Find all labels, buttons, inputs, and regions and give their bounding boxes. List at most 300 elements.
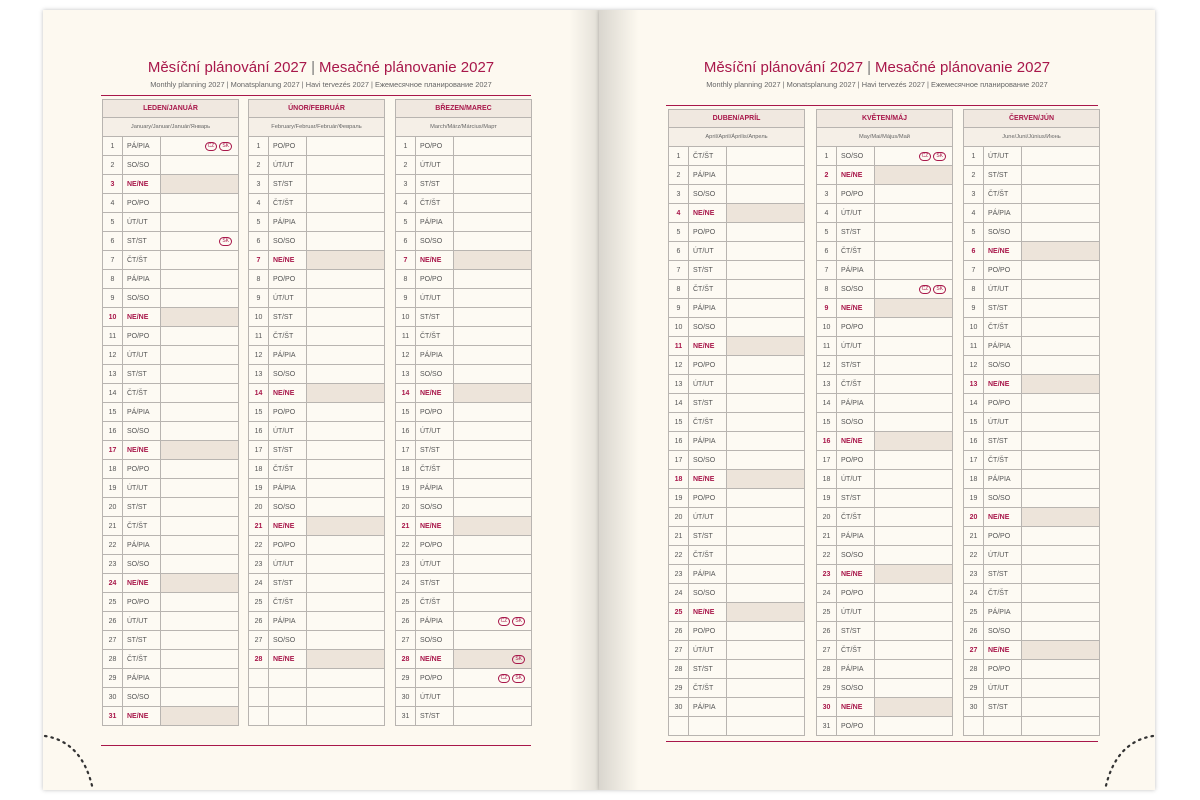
note-field[interactable] (875, 489, 952, 507)
note-field[interactable] (875, 185, 952, 203)
note-field[interactable] (875, 698, 952, 716)
day-row (395, 574, 532, 593)
note-field[interactable] (161, 422, 238, 440)
note-field[interactable] (161, 232, 238, 250)
note-field[interactable] (161, 612, 238, 630)
note-field[interactable] (454, 688, 531, 706)
sunday-row (395, 517, 532, 536)
day-row (248, 365, 385, 384)
note-field[interactable] (454, 308, 531, 326)
note-field[interactable] (727, 603, 804, 621)
note-field[interactable] (454, 612, 531, 630)
day-row (668, 584, 805, 603)
note-field[interactable] (307, 593, 384, 611)
note-field[interactable] (875, 432, 952, 450)
note-field[interactable] (307, 650, 384, 668)
note-field[interactable] (161, 327, 238, 345)
note-field[interactable] (875, 546, 952, 564)
holiday-badge: SK (933, 152, 946, 161)
note-field[interactable] (161, 593, 238, 611)
weekday-label: ÚT/UT (416, 688, 454, 706)
note-field[interactable] (307, 175, 384, 193)
note-field[interactable] (1022, 185, 1099, 203)
day-row (395, 289, 532, 308)
note-field[interactable] (454, 441, 531, 459)
sunday-row (816, 299, 953, 318)
note-field[interactable] (161, 517, 238, 535)
note-field[interactable] (454, 194, 531, 212)
note-field[interactable] (307, 574, 384, 592)
note-field[interactable] (161, 308, 238, 326)
note-field[interactable] (875, 204, 952, 222)
note-field[interactable] (454, 384, 531, 402)
note-field[interactable] (454, 365, 531, 383)
note-field[interactable] (875, 223, 952, 241)
day-row (668, 223, 805, 242)
note-field[interactable] (307, 137, 384, 155)
day-number: 13 (964, 375, 984, 393)
weekday-label: ÚT/UT (123, 213, 161, 231)
note-field[interactable] (875, 470, 952, 488)
note-field[interactable] (1022, 299, 1099, 317)
note-field[interactable] (727, 489, 804, 507)
note-field[interactable] (1022, 166, 1099, 184)
holiday-badge: CZ (205, 142, 218, 151)
weekday-label: PO/PO (837, 717, 875, 735)
note-field[interactable] (161, 289, 238, 307)
day-number: 3 (817, 185, 837, 203)
weekday-label: PO/PO (837, 584, 875, 602)
note-field[interactable] (727, 413, 804, 431)
note-field[interactable] (307, 156, 384, 174)
note-field[interactable] (161, 555, 238, 573)
note-field[interactable] (875, 679, 952, 697)
note-field[interactable] (454, 137, 531, 155)
note-field[interactable] (1022, 204, 1099, 222)
note-field[interactable] (875, 641, 952, 659)
note-field[interactable] (454, 631, 531, 649)
note-field[interactable] (161, 156, 238, 174)
note-field[interactable] (307, 384, 384, 402)
note-field[interactable] (875, 318, 952, 336)
note-field[interactable] (454, 213, 531, 231)
note-field[interactable] (1022, 698, 1099, 716)
note-field[interactable] (307, 327, 384, 345)
note-field[interactable] (1022, 242, 1099, 260)
note-field[interactable] (161, 498, 238, 516)
dotted-arc-decoration-icon (1095, 728, 1155, 790)
note-field[interactable] (307, 669, 384, 687)
note-field[interactable] (454, 555, 531, 573)
note-field[interactable] (454, 251, 531, 269)
note-field[interactable] (1022, 337, 1099, 355)
title-cz: Měsíční plánování 2027 (703, 59, 864, 76)
month-subheader: April/April/Április/Апрель (668, 128, 805, 147)
note-field[interactable] (1022, 318, 1099, 336)
weekday-label: SO/SO (123, 422, 161, 440)
day-row (248, 707, 385, 726)
note-field[interactable] (727, 508, 804, 526)
day-number: 27 (964, 641, 984, 659)
page-subtitle: Monthly planning 2027 | Monatsplanung 2027 | Havi tervezés 2027 | Ежемесячное планирование 2027 (706, 80, 1048, 89)
month-header: ČERVEN/JÚN (963, 109, 1100, 128)
note-field[interactable] (161, 650, 238, 668)
day-row (816, 147, 953, 166)
weekday-label: ČT/ŠT (837, 641, 875, 659)
weekday-label: PÁ/PIA (269, 213, 307, 231)
note-field[interactable] (1022, 451, 1099, 469)
note-field[interactable] (307, 308, 384, 326)
day-number: 28 (964, 660, 984, 678)
note-field[interactable] (1022, 584, 1099, 602)
weekday-label: ČT/ŠT (689, 280, 727, 298)
day-row (395, 175, 532, 194)
weekday-label: SO/SO (837, 679, 875, 697)
note-field[interactable] (727, 185, 804, 203)
weekday-label: ST/ST (689, 527, 727, 545)
note-field[interactable] (454, 517, 531, 535)
day-number: 4 (817, 204, 837, 222)
note-field[interactable] (875, 280, 952, 298)
note-field[interactable] (875, 565, 952, 583)
note-field[interactable] (161, 194, 238, 212)
note-field[interactable] (1022, 603, 1099, 621)
note-field[interactable] (161, 403, 238, 421)
note-field[interactable] (161, 479, 238, 497)
note-field[interactable] (1022, 660, 1099, 678)
note-field[interactable] (727, 584, 804, 602)
day-number: 11 (964, 337, 984, 355)
note-field[interactable] (727, 470, 804, 488)
note-field[interactable] (727, 299, 804, 317)
note-field[interactable] (454, 289, 531, 307)
note-field[interactable] (875, 603, 952, 621)
day-row (668, 242, 805, 261)
note-field[interactable] (161, 270, 238, 288)
sunday-row (248, 251, 385, 270)
note-field[interactable] (161, 175, 238, 193)
note-field[interactable] (727, 147, 804, 165)
day-row (668, 717, 805, 736)
note-field[interactable] (727, 375, 804, 393)
note-field[interactable] (454, 270, 531, 288)
note-field[interactable] (875, 508, 952, 526)
note-field[interactable] (454, 650, 531, 668)
note-field[interactable] (1022, 679, 1099, 697)
note-field[interactable] (307, 346, 384, 364)
note-field[interactable] (307, 688, 384, 706)
sunday-row (816, 698, 953, 717)
day-row (395, 194, 532, 213)
note-field[interactable] (1022, 375, 1099, 393)
note-field[interactable] (727, 223, 804, 241)
note-field[interactable] (307, 289, 384, 307)
note-field[interactable] (454, 479, 531, 497)
weekday-label: NE/NE (123, 441, 161, 459)
day-row (102, 422, 239, 441)
note-field[interactable] (727, 318, 804, 336)
note-field[interactable] (454, 460, 531, 478)
note-field[interactable] (307, 631, 384, 649)
day-number: 27 (249, 631, 269, 649)
weekday-label: NE/NE (269, 650, 307, 668)
note-field[interactable] (307, 555, 384, 573)
note-field[interactable] (454, 593, 531, 611)
day-row (816, 679, 953, 698)
weekday-label: NE/NE (416, 384, 454, 402)
footer-rule (101, 745, 531, 746)
weekday-label: ČT/ŠT (689, 546, 727, 564)
note-field[interactable] (161, 384, 238, 402)
note-field[interactable] (454, 175, 531, 193)
day-number: 26 (396, 612, 416, 630)
note-field[interactable] (727, 660, 804, 678)
weekday-label: ÚT/UT (837, 204, 875, 222)
note-field[interactable] (875, 622, 952, 640)
note-field[interactable] (454, 327, 531, 345)
note-field[interactable] (307, 232, 384, 250)
weekday-label: ČT/ŠT (123, 384, 161, 402)
note-field[interactable] (875, 261, 952, 279)
sunday-row (963, 375, 1100, 394)
note-field[interactable] (161, 213, 238, 231)
note-field[interactable] (454, 156, 531, 174)
day-row (668, 489, 805, 508)
note-field[interactable] (1022, 413, 1099, 431)
note-field[interactable] (1022, 546, 1099, 564)
month-header: ÚNOR/FEBRUÁR (248, 99, 385, 118)
note-field[interactable] (727, 698, 804, 716)
month-column (395, 99, 532, 726)
note-field[interactable] (727, 166, 804, 184)
note-field[interactable] (161, 707, 238, 725)
note-field[interactable] (727, 717, 804, 735)
note-field[interactable] (875, 394, 952, 412)
sunday-row (248, 517, 385, 536)
note-field[interactable] (161, 536, 238, 554)
day-row (963, 337, 1100, 356)
note-field[interactable] (727, 204, 804, 222)
note-field[interactable] (161, 574, 238, 592)
weekday-label: ST/ST (269, 308, 307, 326)
weekday-label: ÚT/UT (984, 546, 1022, 564)
note-field[interactable] (307, 479, 384, 497)
note-field[interactable] (307, 251, 384, 269)
note-field[interactable] (307, 707, 384, 725)
day-number: 8 (249, 270, 269, 288)
month-column (816, 109, 953, 736)
note-field[interactable] (875, 356, 952, 374)
note-field[interactable] (727, 432, 804, 450)
day-number: 13 (817, 375, 837, 393)
note-field[interactable] (1022, 622, 1099, 640)
note-field[interactable] (307, 270, 384, 288)
note-field[interactable] (1022, 527, 1099, 545)
note-field[interactable] (1022, 717, 1099, 735)
note-field[interactable] (727, 394, 804, 412)
day-number: 1 (669, 147, 689, 165)
note-field[interactable] (161, 669, 238, 687)
note-field[interactable] (875, 584, 952, 602)
note-field[interactable] (727, 356, 804, 374)
note-field[interactable] (875, 451, 952, 469)
note-field[interactable] (161, 365, 238, 383)
note-field[interactable] (1022, 394, 1099, 412)
note-field[interactable] (1022, 489, 1099, 507)
day-number: 25 (964, 603, 984, 621)
note-field[interactable] (307, 498, 384, 516)
day-number: 27 (396, 631, 416, 649)
note-field[interactable] (875, 166, 952, 184)
note-field[interactable] (1022, 280, 1099, 298)
note-field[interactable] (307, 194, 384, 212)
note-field[interactable] (875, 337, 952, 355)
note-field[interactable] (454, 422, 531, 440)
note-field[interactable] (307, 460, 384, 478)
weekday-label: PÁ/PIA (416, 612, 454, 630)
note-field[interactable] (727, 679, 804, 697)
weekday-label: PO/PO (416, 270, 454, 288)
note-field[interactable] (307, 403, 384, 421)
day-number: 24 (964, 584, 984, 602)
note-field[interactable] (727, 641, 804, 659)
day-number (964, 717, 984, 735)
note-field[interactable] (161, 441, 238, 459)
note-field[interactable] (161, 688, 238, 706)
note-field[interactable] (1022, 470, 1099, 488)
note-field[interactable] (875, 147, 952, 165)
note-field[interactable] (875, 413, 952, 431)
day-number: 25 (103, 593, 123, 611)
note-field[interactable] (454, 574, 531, 592)
day-number: 8 (396, 270, 416, 288)
note-field[interactable] (454, 669, 531, 687)
weekday-label: NE/NE (269, 251, 307, 269)
day-row (668, 565, 805, 584)
day-row (963, 451, 1100, 470)
note-field[interactable] (454, 346, 531, 364)
sunday-row (668, 603, 805, 622)
day-number: 23 (103, 555, 123, 573)
day-number: 30 (396, 688, 416, 706)
note-field[interactable] (1022, 508, 1099, 526)
day-row (248, 460, 385, 479)
note-field[interactable] (1022, 223, 1099, 241)
day-row (963, 622, 1100, 641)
note-field[interactable] (307, 365, 384, 383)
note-field[interactable] (161, 631, 238, 649)
note-field[interactable] (875, 299, 952, 317)
note-field[interactable] (454, 498, 531, 516)
note-field[interactable] (1022, 261, 1099, 279)
note-field[interactable] (307, 517, 384, 535)
note-field[interactable] (161, 251, 238, 269)
note-field[interactable] (161, 137, 238, 155)
note-field[interactable] (875, 717, 952, 735)
note-field[interactable] (727, 337, 804, 355)
note-field[interactable] (727, 565, 804, 583)
note-field[interactable] (1022, 565, 1099, 583)
weekday-label: ÚT/UT (984, 679, 1022, 697)
day-row (395, 156, 532, 175)
note-field[interactable] (727, 242, 804, 260)
day-row (816, 223, 953, 242)
note-field[interactable] (454, 707, 531, 725)
day-number: 18 (817, 470, 837, 488)
note-field[interactable] (307, 441, 384, 459)
note-field[interactable] (875, 660, 952, 678)
weekday-label: SO/SO (837, 413, 875, 431)
note-field[interactable] (454, 232, 531, 250)
day-row (816, 641, 953, 660)
sunday-row (668, 204, 805, 223)
note-field[interactable] (727, 527, 804, 545)
day-number: 30 (103, 688, 123, 706)
weekday-label: PO/PO (837, 451, 875, 469)
note-field[interactable] (454, 536, 531, 554)
day-row (816, 603, 953, 622)
weekday-label: PÁ/PIA (837, 261, 875, 279)
day-row (963, 223, 1100, 242)
day-number: 14 (964, 394, 984, 412)
day-number: 17 (669, 451, 689, 469)
sunday-row (102, 441, 239, 460)
note-field[interactable] (307, 213, 384, 231)
weekday-label: SO/SO (123, 688, 161, 706)
note-field[interactable] (875, 242, 952, 260)
day-number: 20 (249, 498, 269, 516)
note-field[interactable] (1022, 641, 1099, 659)
holiday-badge: CZ (498, 674, 511, 683)
day-number: 7 (103, 251, 123, 269)
day-number: 4 (103, 194, 123, 212)
day-number: 19 (817, 489, 837, 507)
day-number: 2 (817, 166, 837, 184)
note-field[interactable] (1022, 356, 1099, 374)
note-field[interactable] (1022, 147, 1099, 165)
day-row (395, 688, 532, 707)
note-field[interactable] (454, 403, 531, 421)
day-row (248, 137, 385, 156)
day-number: 26 (964, 622, 984, 640)
day-number: 8 (817, 280, 837, 298)
day-row (668, 622, 805, 641)
weekday-label: PO/PO (689, 622, 727, 640)
note-field[interactable] (875, 527, 952, 545)
note-field[interactable] (307, 536, 384, 554)
note-field[interactable] (727, 451, 804, 469)
day-number: 1 (103, 137, 123, 155)
weekday-label: NE/NE (269, 517, 307, 535)
day-number: 21 (249, 517, 269, 535)
day-row (963, 413, 1100, 432)
note-field[interactable] (875, 375, 952, 393)
note-field[interactable] (727, 546, 804, 564)
weekday-label: SO/SO (984, 489, 1022, 507)
note-field[interactable] (307, 612, 384, 630)
note-field[interactable] (727, 280, 804, 298)
day-row (668, 679, 805, 698)
day-number: 18 (103, 460, 123, 478)
weekday-label: ST/ST (416, 707, 454, 725)
note-field[interactable] (161, 346, 238, 364)
note-field[interactable] (161, 460, 238, 478)
note-field[interactable] (727, 622, 804, 640)
day-row (395, 498, 532, 517)
note-field[interactable] (1022, 432, 1099, 450)
note-field[interactable] (727, 261, 804, 279)
note-field[interactable] (307, 422, 384, 440)
